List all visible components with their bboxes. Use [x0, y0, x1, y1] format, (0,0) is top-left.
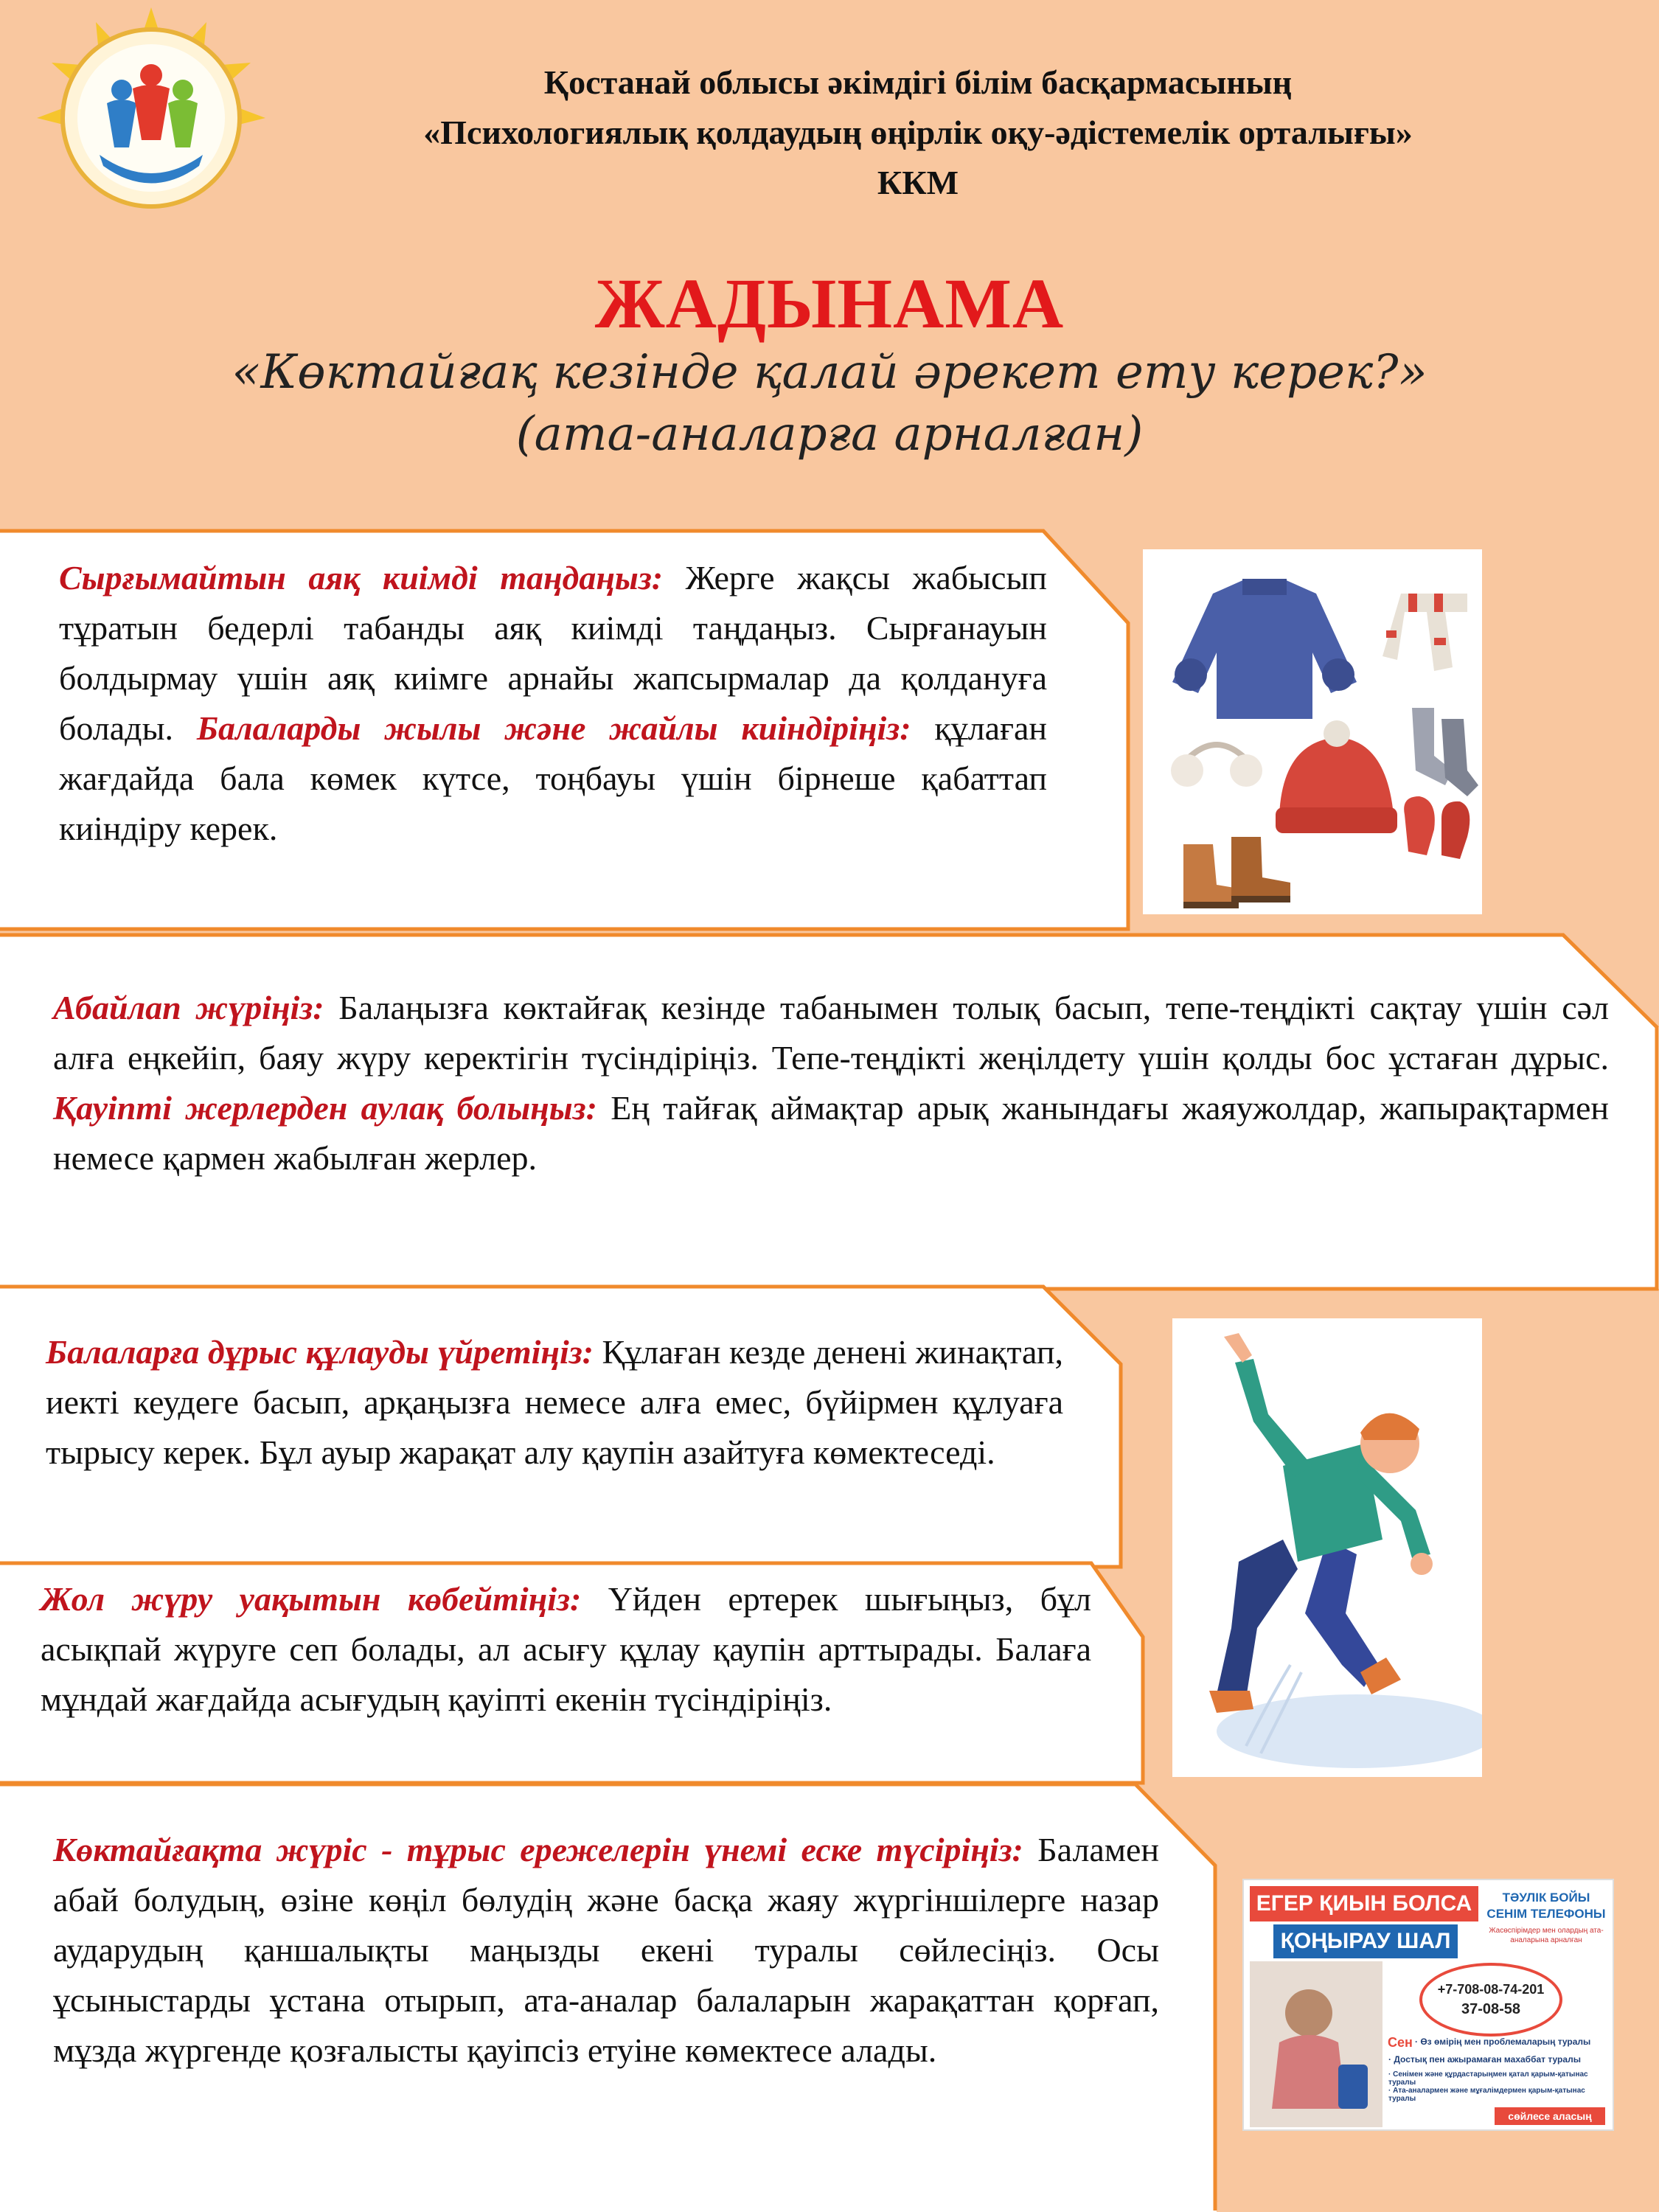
hotline-title-1: ЕГЕР ҚИЫН БОЛСА — [1250, 1886, 1478, 1921]
hotline-title-2: ҚОҢЫРАУ ШАЛ — [1273, 1924, 1458, 1958]
section-2-body-2: Ең тайғақ аймақтар арық жанындағы жаяужолдар, жапырақтармен немесе қармен жабылған жерлер. — [53, 1089, 1609, 1177]
hotline-bullet-4: · Ата-аналармен және мұғалімдермен қарым-қатынас туралы — [1388, 2087, 1585, 2103]
section-5-heading: Көктайғақта жүріс - тұрыс ережелерін үнемі еске түсіріңіз: — [53, 1831, 1023, 1868]
section-1-body-1: Жерге жақсы жабысып тұратын бедерлі табанды аяқ киімді таңдаңыз. Сырғанауын болдырмау үшін аяқ киімге арнайы жапсырмалар да қолдануға болады. — [59, 559, 1047, 747]
hotline-badge-small: Жасөспірімдер мен олардың ата-аналарына арналған — [1489, 1927, 1604, 1944]
hotline-bullet-2: · Достық пен ажырамаған махаббат туралы — [1388, 2054, 1581, 2065]
section-3-heading: Балаларға дұрыс құлауды үйретіңіз: — [46, 1333, 594, 1371]
org-line-2: «Психологиялық қолдаудың өңірлік оқу-әдістемелік орталығы» — [423, 114, 1413, 151]
org-line-1: Қостанай облысы әкімдігі білім басқармасының — [543, 63, 1293, 101]
page-subtitle-audience: (ата-аналарға арналған) — [515, 407, 1144, 462]
section-1-body-2: құлаған жағдайда бала көмек күтсе, тоңбауы үшін бірнеше қабаттап киіндіру керек. — [59, 709, 1048, 847]
hotline-phone-1: +7-708-08-74-201 — [1437, 1982, 1545, 1997]
section-1-heading-2: Балаларды жылы және жайлы киіндіріңіз: — [196, 709, 911, 747]
section-3-body: Құлаған кезде денені жинақтап, иекті кеудеге басып, арқаңызға немесе алға емес, бүйірмен құлуаға тырысу керек. Бұл ауыр жарақат алу қаупін азайтуға көмектеседі. — [46, 1333, 1063, 1471]
section-1-heading-1: Сырғымайтын аяқ киімді таңдаңыз: — [59, 559, 664, 597]
hotline-sen-label: Сен — [1388, 2035, 1413, 2050]
hotline-phone-box — [1419, 1963, 1562, 2037]
hotline-poster — [1242, 1879, 1614, 2131]
page-subtitle: «Көктайғақ кезінде қалай әрекет ету керек?» — [232, 345, 1427, 400]
child-phone-image — [1250, 1961, 1382, 2127]
hotline-bullet-1: · Өз өмірің мен проблемаларың туралы — [1415, 2037, 1591, 2047]
section-5-text — [53, 1825, 1159, 2076]
section-2-body-1: Балаңызға көктайғақ кезінде табанымен толық басып, тепе-теңдікті сақтау үшін сәл алға еңкейіп, баяу жүру керектігін түсіндіріңіз. Тепе-теңдікті жеңілдету үшін қолды бос ұстаған дұрыс. — [53, 989, 1609, 1077]
hotline-phone-2: 37-08-58 — [1461, 2001, 1521, 2017]
section-5-body: Баламен абай болудың, өзіне көңіл бөлудің және басқа жаяу жүргіншілерге назар аударудың қаншалықты маңызды екені туралы сөйлесіңіз. Осы ұсыныстарды ұстана отырып, ата-аналар балаларын жарақаттан қорғап, мұзда жүргенде қозғалысты қауіпсіз етуіне көмектесе алады. — [53, 1831, 1159, 2069]
hotline-bullet-3: · Сенімен және құрдастарыңмен қатал қарым-қатынас туралы — [1388, 2070, 1588, 2087]
section-4-heading: Жол жүру уақытын көбейтіңіз: — [41, 1580, 582, 1618]
section-4-body: Үйден ертерек шығыңыз, бұл асықпай жүруге сеп болады, ал асығу құлау қаупін арттырады. Балаға мұндай жағдайда асығудың қауіпті екенін түсіндіріңіз. — [41, 1580, 1091, 1718]
hotline-badge-2: СЕНІМ ТЕЛЕФОНЫ — [1486, 1907, 1606, 1921]
section-2-heading-1: Абайлап жүріңіз: — [53, 989, 324, 1026]
org-line-3: ККМ — [877, 164, 959, 201]
page-title: ЖАДЫНАМА — [594, 264, 1065, 343]
section-2-heading-2: Қауіпті жерлерден аулақ болыңыз: — [53, 1089, 597, 1127]
hotline-badge-1: ТӘУЛІК БОЙЫ — [1502, 1891, 1590, 1905]
hotline-footer: сөйлесе аласың — [1495, 2107, 1605, 2125]
